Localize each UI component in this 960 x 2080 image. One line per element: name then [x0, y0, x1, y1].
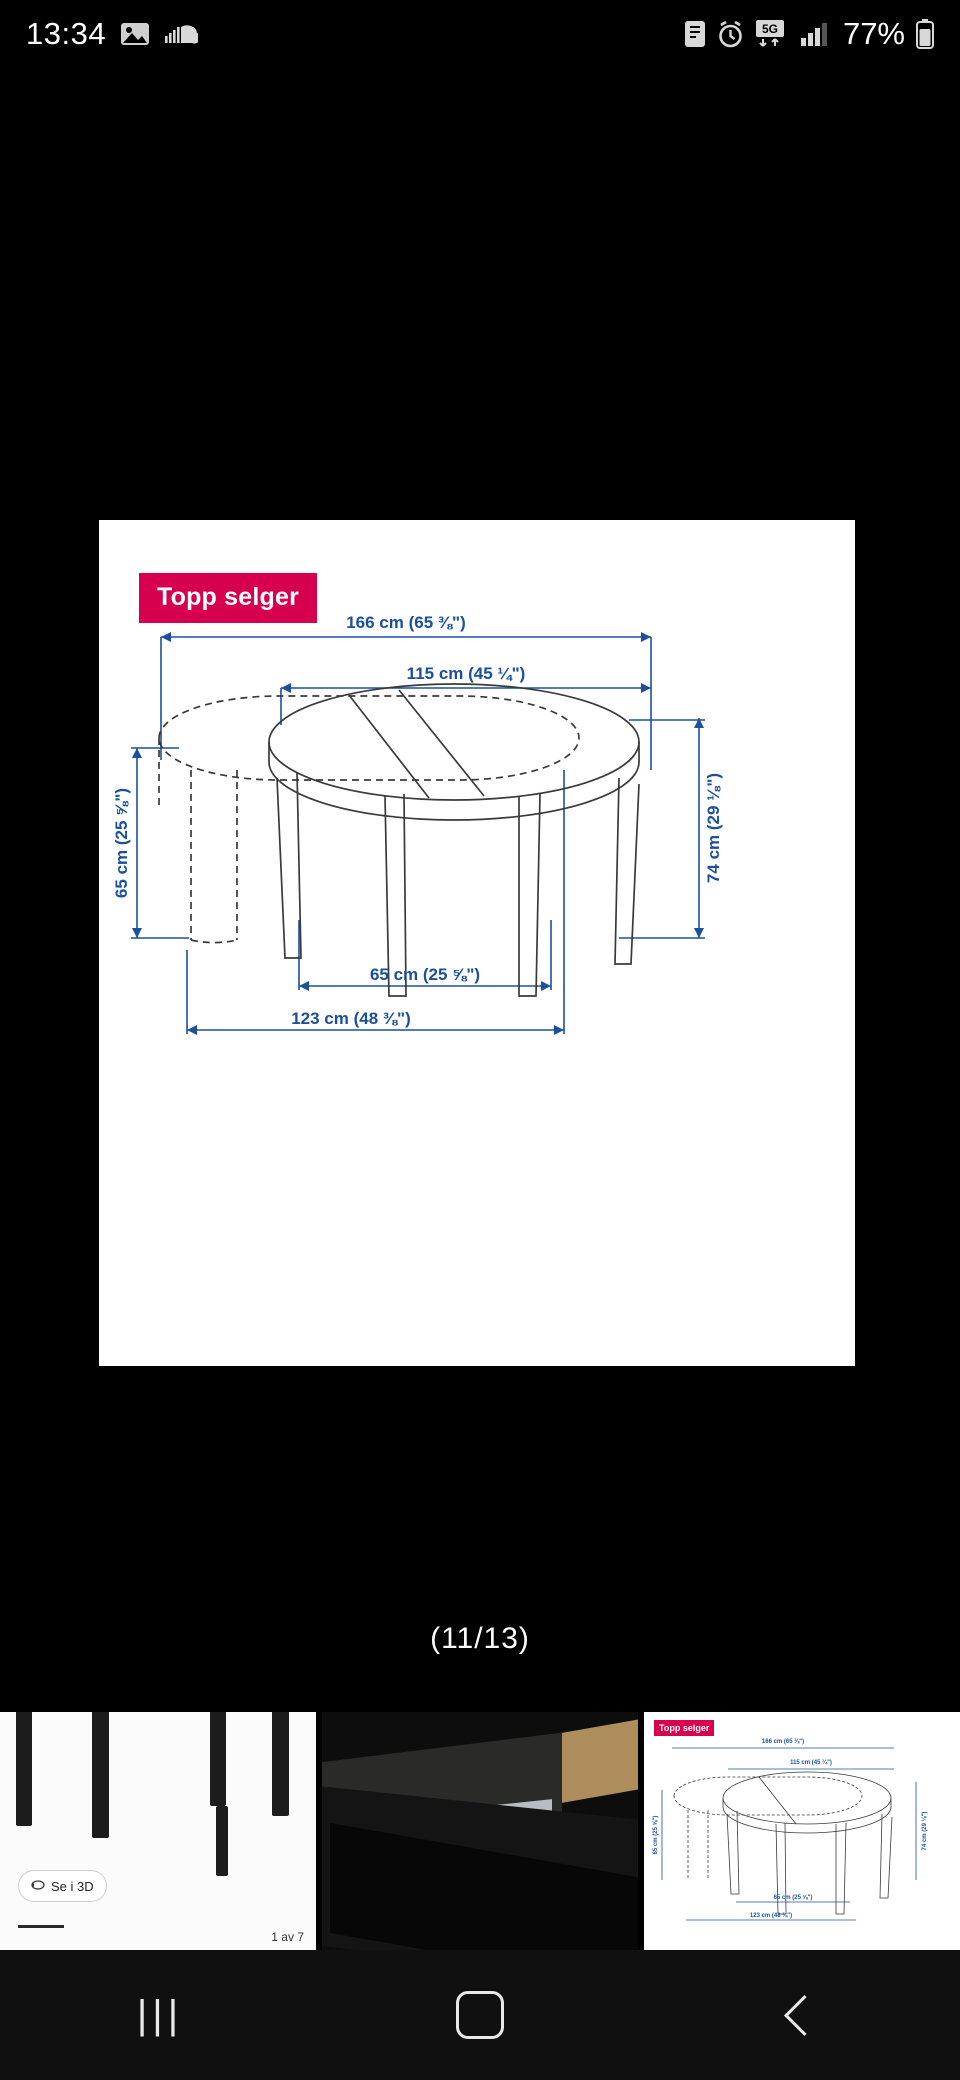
dimension-label-74: 74 cm (29 ⅛") [704, 772, 723, 884]
android-navigation-bar[interactable] [0, 1950, 960, 2080]
gallery-icon [120, 21, 150, 47]
back-button[interactable] [740, 1970, 860, 2060]
table-leg-shape [92, 1712, 109, 1838]
soundcloud-icon [164, 24, 198, 44]
alarm-icon [717, 20, 744, 48]
thumbnail-legs[interactable] [0, 1712, 316, 1950]
dimension-label-65-depth: 65 cm (25 ⅝") [369, 965, 481, 984]
rotate-3d-icon [31, 1879, 45, 1894]
table-leg-shape [16, 1712, 32, 1826]
table-leg-shape [216, 1806, 228, 1876]
mini-dimension-115: 115 cm (45 ¼") [790, 1760, 832, 1766]
home-button[interactable] [420, 1970, 540, 2060]
mini-dimension-74: 74 cm (29 ⅛") [922, 1811, 928, 1851]
home-icon [456, 1991, 504, 2039]
table-leg-shape [272, 1712, 289, 1816]
top-seller-badge: Topp selger [139, 573, 317, 623]
dimension-drawing [99, 520, 855, 1366]
mini-dimension-166: 166 cm (65 ⅜") [761, 1739, 805, 1745]
table-leg-shape [210, 1712, 226, 1806]
dimension-label-115: 115 cm (45 ¼") [406, 664, 526, 683]
status-bar-left [26, 16, 198, 52]
product-image[interactable] [99, 520, 855, 1366]
notes-icon [684, 20, 706, 48]
status-bar-right [684, 16, 934, 52]
signal-icon [800, 21, 830, 47]
thumbnail-strip[interactable] [0, 1712, 960, 1950]
svg-text:5G: 5G [761, 22, 778, 36]
back-icon [783, 1994, 824, 2035]
recents-button[interactable] [100, 1970, 220, 2060]
mini-dimension-123: 123 cm (48 ⅜") [749, 1913, 793, 1919]
mini-dimension-65h: 65 cm (25 ⅝") [653, 1815, 659, 1855]
thumbnail-dimensions[interactable] [644, 1712, 960, 1950]
dimension-label-65-height: 65 cm (25 ⅝") [112, 787, 131, 899]
status-clock: 13:34 [26, 16, 107, 51]
image-viewer[interactable] [0, 68, 960, 1716]
thumbnail-detail[interactable] [322, 1712, 638, 1950]
see-in-3d-label: Se i 3D [51, 1878, 94, 1894]
thumbnail-caption: 1 av 7 [271, 1930, 304, 1944]
battery-icon [916, 19, 934, 49]
dimension-label-123: 123 cm (48 ⅜") [291, 1009, 411, 1028]
recents-icon: ||| [136, 1992, 184, 2037]
5g-icon [755, 19, 789, 49]
see-in-3d-button[interactable] [18, 1870, 107, 1902]
page-counter: (11/13) [430, 1622, 530, 1655]
thumbnail-rule [18, 1925, 64, 1928]
mini-dimension-65d: 65 cm (25 ⅝") [773, 1895, 813, 1901]
mini-top-seller-badge: Topp selger [654, 1720, 714, 1736]
status-bar [0, 0, 960, 68]
battery-percent-label: 77% [842, 16, 905, 51]
mini-dimension-drawing [644, 1712, 960, 1950]
dimension-label-166: 166 cm (65 ⅜") [346, 613, 466, 632]
